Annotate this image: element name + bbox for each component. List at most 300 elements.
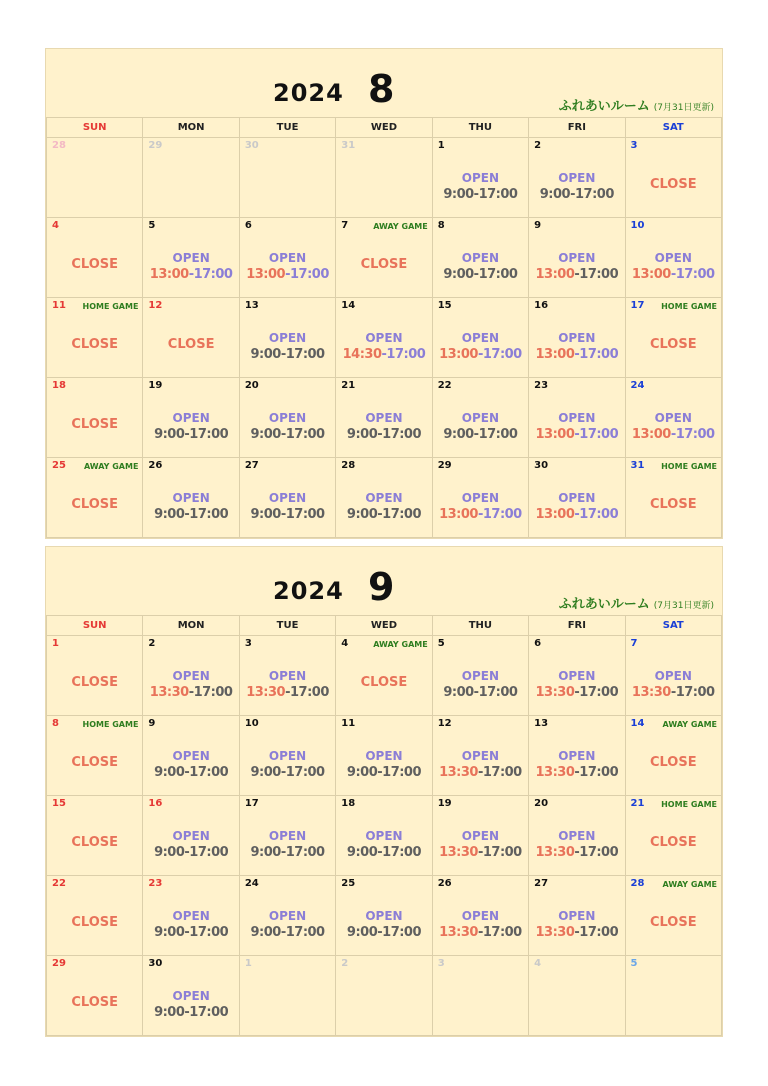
hours-start: 9:00	[443, 685, 474, 700]
day-cell[interactable]	[432, 876, 528, 956]
hours-end: -17:00	[574, 507, 619, 522]
hours-label	[529, 507, 624, 522]
day-cell[interactable]	[336, 876, 432, 956]
close-label: CLOSE	[71, 995, 119, 1010]
day-cell[interactable]	[529, 138, 625, 218]
open-label: OPEN	[461, 491, 500, 505]
hours-start: 13:00	[535, 267, 575, 282]
day-number: 5	[437, 638, 445, 649]
day-cell[interactable]	[143, 636, 239, 716]
day-cell[interactable]	[625, 876, 721, 956]
open-label: OPEN	[172, 669, 210, 683]
day-cell[interactable]	[239, 298, 335, 378]
day-cell[interactable]	[625, 458, 721, 538]
open-label: OPEN	[268, 331, 307, 345]
day-cell[interactable]	[432, 378, 528, 458]
hours-label	[529, 925, 624, 940]
weekday-header: TUE	[239, 118, 335, 138]
room-title: ふれあいルーム	[558, 597, 650, 612]
week-row	[47, 956, 722, 1036]
hours-end: -17:00	[574, 685, 619, 700]
hours-start: 9:00	[250, 347, 281, 362]
hours-start: 13:30	[535, 925, 575, 940]
day-number: 3	[437, 958, 445, 969]
open-label: OPEN	[461, 829, 500, 843]
close-label: CLOSE	[360, 257, 408, 272]
day-cell[interactable]	[336, 716, 432, 796]
hours-start: 9:00	[154, 765, 185, 780]
day-cell[interactable]	[239, 956, 335, 1036]
hours-label	[336, 765, 431, 780]
day-number: 9	[148, 718, 156, 729]
weekday-header: MON	[143, 118, 239, 138]
day-number: 18	[52, 380, 66, 391]
hours-label	[529, 347, 624, 362]
hours-end: -17:00	[477, 925, 522, 940]
day-cell[interactable]	[625, 298, 721, 378]
hours-start: 13:30	[246, 685, 286, 700]
day-number: 25	[341, 878, 356, 889]
day-number: 29	[148, 140, 163, 151]
hours-end: -17:00	[477, 507, 522, 522]
event-label: HOME GAME	[661, 302, 717, 311]
close-label: CLOSE	[71, 417, 119, 432]
open-label: OPEN	[172, 491, 210, 505]
weekday-header: FRI	[529, 616, 625, 636]
hours-end: -17:00	[377, 765, 422, 780]
hours-label	[143, 507, 238, 522]
updated-note: (7月31日更新)	[653, 103, 714, 113]
hours-end: -17:00	[473, 427, 518, 442]
day-cell[interactable]	[143, 218, 239, 298]
hours-start: 13:00	[535, 427, 575, 442]
weekday-header: THU	[432, 118, 528, 138]
hours-end: -17:00	[280, 507, 325, 522]
open-label: OPEN	[365, 331, 403, 345]
hours-start: 13:00	[631, 267, 671, 282]
hours-end: -17:00	[188, 685, 233, 700]
day-number: 30	[534, 460, 549, 471]
day-cell[interactable]	[625, 138, 721, 218]
room-title: ふれあいルーム	[558, 99, 650, 114]
event-label: HOME GAME	[661, 462, 717, 471]
event-label: HOME GAME	[82, 720, 139, 729]
open-label: OPEN	[172, 251, 210, 265]
event-label: HOME GAME	[661, 800, 717, 809]
day-number: 4	[341, 638, 349, 649]
hours-label	[433, 427, 528, 442]
hours-end: -17:00	[377, 427, 422, 442]
open-label: OPEN	[172, 829, 210, 843]
day-cell[interactable]	[432, 956, 528, 1036]
day-cell[interactable]	[239, 636, 335, 716]
day-cell[interactable]	[625, 716, 721, 796]
event-label: AWAY GAME	[373, 640, 428, 649]
day-number: 25	[52, 460, 66, 471]
day-number: 26	[148, 460, 163, 471]
hours-end: -17:00	[285, 685, 329, 700]
day-cell[interactable]	[432, 458, 528, 538]
hours-label	[433, 267, 528, 282]
day-number: 20	[534, 798, 549, 809]
calendar-header	[46, 49, 722, 117]
hours-end: -17:00	[377, 507, 422, 522]
hours-start: 13:30	[535, 685, 575, 700]
hours-end: -17:00	[280, 845, 325, 860]
year-label: 2024	[273, 79, 344, 107]
open-label: OPEN	[558, 171, 596, 185]
day-cell[interactable]	[47, 636, 143, 716]
close-label: CLOSE	[649, 337, 697, 352]
day-number: 12	[437, 718, 452, 729]
day-number: 30	[148, 958, 163, 969]
day-number: 16	[148, 798, 163, 809]
week-row	[47, 876, 722, 956]
day-cell[interactable]	[47, 458, 143, 538]
day-number: 9	[534, 220, 542, 231]
weekday-header: THU	[432, 616, 528, 636]
day-number: 28	[630, 878, 645, 889]
day-number: 4	[534, 958, 542, 969]
day-cell[interactable]	[432, 298, 528, 378]
hours-label	[529, 427, 624, 442]
day-cell[interactable]	[239, 716, 335, 796]
open-label: OPEN	[654, 251, 692, 265]
day-cell[interactable]	[529, 458, 625, 538]
hours-start: 9:00	[250, 845, 281, 860]
day-number: 22	[52, 878, 66, 889]
day-cell[interactable]	[625, 378, 721, 458]
hours-end: -17:00	[473, 187, 518, 202]
day-cell[interactable]	[432, 716, 528, 796]
day-cell[interactable]	[336, 138, 432, 218]
close-label: CLOSE	[71, 835, 119, 850]
hours-start: 13:30	[149, 685, 189, 700]
hours-label	[240, 507, 335, 522]
day-number: 31	[630, 460, 645, 471]
day-cell[interactable]	[336, 956, 432, 1036]
day-number: 19	[148, 380, 163, 391]
event-label: HOME GAME	[82, 302, 139, 311]
day-number: 5	[148, 220, 156, 231]
day-number: 3	[244, 638, 252, 649]
day-cell[interactable]	[47, 716, 143, 796]
week-row	[47, 458, 722, 538]
close-label: CLOSE	[71, 497, 119, 512]
day-cell[interactable]	[239, 796, 335, 876]
hours-start: 13:00	[246, 267, 286, 282]
hours-label	[626, 267, 721, 282]
hours-label	[240, 685, 335, 700]
open-label: OPEN	[558, 669, 596, 683]
hours-end: -17:00	[473, 685, 518, 700]
day-cell[interactable]	[432, 218, 528, 298]
hours-label	[240, 267, 335, 282]
weekday-header-row	[47, 616, 722, 636]
hours-label	[143, 267, 238, 282]
week-row	[47, 796, 722, 876]
open-label: OPEN	[268, 749, 307, 763]
hours-end: -17:00	[670, 685, 715, 700]
close-label: CLOSE	[649, 915, 697, 930]
day-cell[interactable]	[143, 716, 239, 796]
open-label: OPEN	[461, 411, 500, 425]
hours-end: -17:00	[184, 507, 229, 522]
day-number: 17	[244, 798, 259, 809]
close-label: CLOSE	[71, 257, 119, 272]
day-cell[interactable]	[143, 458, 239, 538]
hours-end: -17:00	[280, 347, 325, 362]
hours-start: 9:00	[346, 845, 378, 860]
event-label: AWAY GAME	[373, 222, 428, 231]
weekday-header: SAT	[625, 616, 721, 636]
week-row	[47, 218, 722, 298]
day-cell[interactable]	[239, 138, 335, 218]
day-number: 1	[437, 140, 445, 151]
open-label: OPEN	[558, 749, 596, 763]
hours-end: -17:00	[184, 427, 229, 442]
day-number: 23	[148, 878, 163, 889]
day-cell[interactable]	[529, 298, 625, 378]
weekday-header: SUN	[47, 118, 143, 138]
day-cell[interactable]	[336, 636, 432, 716]
hours-start: 9:00	[346, 925, 378, 940]
open-label: OPEN	[172, 989, 210, 1003]
day-cell[interactable]	[239, 218, 335, 298]
open-label: OPEN	[654, 411, 692, 425]
open-label: OPEN	[268, 491, 307, 505]
calendar-grid	[46, 615, 722, 1036]
hours-label	[529, 187, 624, 202]
close-label: CLOSE	[71, 915, 119, 930]
month-number: 9	[368, 565, 395, 609]
day-cell[interactable]	[143, 138, 239, 218]
day-cell[interactable]	[47, 378, 143, 458]
hours-start: 9:00	[250, 507, 281, 522]
open-label: OPEN	[461, 669, 500, 683]
open-label: OPEN	[461, 251, 500, 265]
hours-label	[433, 347, 528, 362]
day-number: 27	[244, 460, 259, 471]
hours-label	[433, 507, 528, 522]
hours-start: 13:00	[631, 427, 671, 442]
hours-end: -17:00	[184, 765, 229, 780]
open-label: OPEN	[558, 331, 596, 345]
day-number: 3	[630, 140, 638, 151]
hours-label	[433, 845, 528, 860]
day-number: 13	[534, 718, 549, 729]
hours-end: -17:00	[574, 765, 619, 780]
day-cell[interactable]	[239, 876, 335, 956]
day-number: 4	[52, 220, 59, 231]
hours-end: -17:00	[280, 925, 325, 940]
hours-label	[529, 267, 624, 282]
close-label: CLOSE	[71, 675, 119, 690]
day-cell[interactable]	[336, 298, 432, 378]
open-label: OPEN	[268, 909, 307, 923]
open-label: OPEN	[172, 749, 210, 763]
hours-label	[143, 765, 238, 780]
open-label: OPEN	[365, 491, 403, 505]
weekday-header: WED	[336, 118, 432, 138]
close-label: CLOSE	[71, 337, 119, 352]
open-label: OPEN	[461, 171, 500, 185]
hours-label	[240, 347, 335, 362]
day-cell[interactable]	[47, 956, 143, 1036]
day-number: 13	[244, 300, 259, 311]
hours-end: -17:00	[184, 845, 229, 860]
day-number: 7	[341, 220, 349, 231]
weekday-header: MON	[143, 616, 239, 636]
hours-start: 9:00	[539, 187, 571, 202]
week-row	[47, 378, 722, 458]
hours-start: 9:00	[346, 427, 378, 442]
day-number: 20	[244, 380, 259, 391]
hours-start: 13:30	[535, 765, 575, 780]
hours-start: 9:00	[346, 765, 378, 780]
day-number: 18	[341, 798, 356, 809]
hours-label	[433, 925, 528, 940]
day-cell[interactable]	[625, 636, 721, 716]
day-cell[interactable]	[529, 716, 625, 796]
day-number: 11	[52, 300, 66, 311]
day-number: 24	[630, 380, 645, 391]
calendar-header	[46, 547, 722, 615]
hours-start: 13:30	[439, 765, 478, 780]
day-cell[interactable]	[47, 796, 143, 876]
day-cell[interactable]	[336, 218, 432, 298]
hours-end: -17:00	[377, 845, 422, 860]
event-label: AWAY GAME	[662, 880, 717, 889]
hours-label	[433, 685, 528, 700]
open-label: OPEN	[558, 411, 596, 425]
day-cell[interactable]	[625, 956, 721, 1036]
day-cell[interactable]	[529, 636, 625, 716]
day-cell[interactable]	[143, 796, 239, 876]
hours-start: 9:00	[443, 187, 474, 202]
week-row	[47, 716, 722, 796]
room-name	[559, 95, 714, 114]
hours-label	[143, 1005, 238, 1020]
day-number: 21	[341, 380, 356, 391]
day-number: 29	[52, 958, 66, 969]
open-label: OPEN	[558, 491, 596, 505]
hours-label	[143, 925, 238, 940]
day-number: 23	[534, 380, 549, 391]
day-cell[interactable]	[143, 378, 239, 458]
day-cell[interactable]	[529, 796, 625, 876]
hours-end: -17:00	[570, 187, 614, 202]
hours-label	[336, 427, 431, 442]
calendar-august	[45, 48, 723, 539]
hours-label	[433, 765, 528, 780]
day-number: 1	[52, 638, 59, 649]
day-cell[interactable]	[432, 636, 528, 716]
day-cell[interactable]	[625, 796, 721, 876]
day-cell[interactable]	[143, 956, 239, 1036]
day-cell[interactable]	[239, 458, 335, 538]
hours-start: 9:00	[443, 267, 474, 282]
open-label: OPEN	[172, 411, 210, 425]
day-number: 21	[630, 798, 645, 809]
open-label: OPEN	[268, 411, 307, 425]
hours-end: -17:00	[574, 845, 619, 860]
day-number: 26	[437, 878, 452, 889]
day-cell[interactable]	[47, 876, 143, 956]
hours-start: 9:00	[250, 925, 281, 940]
hours-end: -17:00	[377, 925, 422, 940]
day-cell[interactable]	[336, 796, 432, 876]
day-cell[interactable]	[529, 218, 625, 298]
day-cell[interactable]	[432, 138, 528, 218]
hours-end: -17:00	[477, 347, 522, 362]
hours-end: -17:00	[477, 765, 522, 780]
hours-start: 13:30	[439, 845, 478, 860]
hours-end: -17:00	[280, 427, 325, 442]
open-label: OPEN	[365, 749, 403, 763]
open-label: OPEN	[365, 411, 403, 425]
weekday-header: SAT	[625, 118, 721, 138]
month-number: 8	[368, 67, 395, 111]
day-cell[interactable]	[47, 138, 143, 218]
day-number: 11	[341, 718, 356, 729]
day-cell[interactable]	[336, 458, 432, 538]
open-label: OPEN	[654, 669, 692, 683]
day-number: 28	[52, 140, 66, 151]
day-cell[interactable]	[239, 378, 335, 458]
hours-start: 13:30	[535, 845, 575, 860]
weekday-header: SUN	[47, 616, 143, 636]
close-label: CLOSE	[649, 177, 697, 192]
hours-label	[529, 765, 624, 780]
day-cell[interactable]	[529, 378, 625, 458]
hours-label	[433, 187, 528, 202]
hours-label	[143, 845, 238, 860]
hours-start: 9:00	[154, 925, 185, 940]
week-row	[47, 298, 722, 378]
day-number: 17	[630, 300, 645, 311]
day-number: 30	[244, 140, 259, 151]
weekday-header-row	[47, 118, 722, 138]
hours-start: 9:00	[154, 427, 185, 442]
day-cell[interactable]	[529, 956, 625, 1036]
day-cell[interactable]	[336, 378, 432, 458]
hours-start: 13:30	[439, 925, 478, 940]
day-cell[interactable]	[47, 298, 143, 378]
hours-start: 9:00	[346, 507, 378, 522]
hours-end: -17:00	[285, 267, 329, 282]
day-number: 10	[630, 220, 645, 231]
hours-start: 13:00	[149, 267, 189, 282]
day-cell[interactable]	[625, 218, 721, 298]
day-cell[interactable]	[432, 796, 528, 876]
hours-start: 13:00	[535, 347, 575, 362]
close-label: CLOSE	[649, 755, 697, 770]
open-label: OPEN	[461, 331, 500, 345]
room-name	[559, 593, 714, 612]
day-cell[interactable]	[143, 876, 239, 956]
hours-end: -17:00	[473, 267, 518, 282]
day-number: 14	[341, 300, 356, 311]
day-cell[interactable]	[529, 876, 625, 956]
hours-end: -17:00	[188, 267, 233, 282]
hours-label	[626, 685, 721, 700]
day-cell[interactable]	[47, 218, 143, 298]
day-cell[interactable]	[143, 298, 239, 378]
hours-end: -17:00	[574, 347, 619, 362]
day-number: 19	[437, 798, 452, 809]
day-number: 8	[52, 718, 59, 729]
